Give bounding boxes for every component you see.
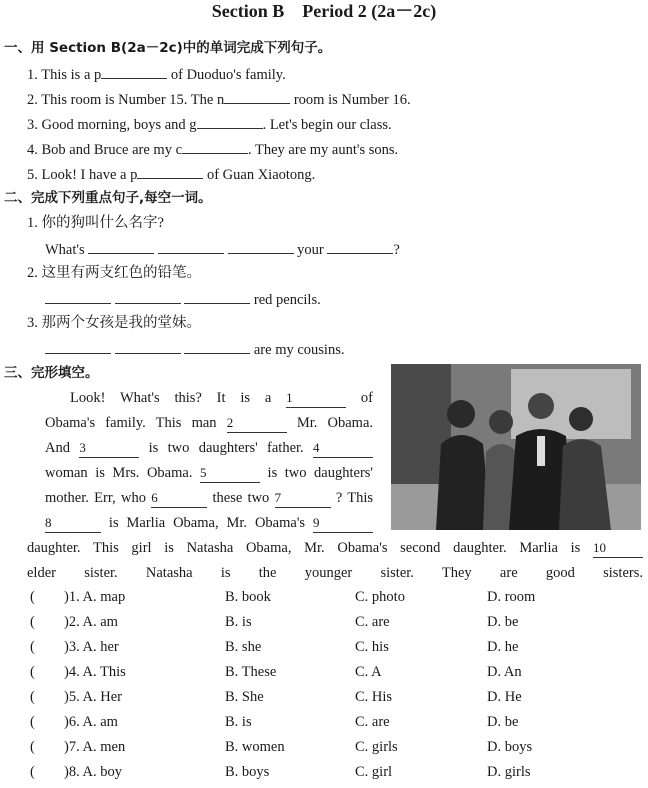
- option-a: )8. A. boy: [64, 764, 122, 780]
- text: . Let's begin our class.: [262, 117, 392, 133]
- option-a: )1. A. map: [64, 589, 126, 605]
- option-d: D. room: [487, 589, 536, 605]
- cloze-blank-2[interactable]: 2: [227, 414, 287, 433]
- option-d: D. he: [487, 639, 519, 655]
- option-d: D. be: [487, 614, 519, 630]
- answer-blank[interactable]: [45, 289, 111, 304]
- passage-line: [27, 564, 643, 582]
- text: red pencils.: [253, 292, 321, 308]
- passage-text: mother. Err, who: [45, 490, 146, 506]
- option-c: C. are: [355, 714, 390, 730]
- s2-q1-chinese: 1. 你的狗叫什么名字?: [27, 215, 164, 231]
- option-c: C. girls: [355, 739, 398, 755]
- answer-blank[interactable]: [182, 139, 248, 154]
- text: 1. This is a p: [27, 67, 102, 83]
- text: What's: [45, 242, 85, 258]
- option-a: )7. A. men: [64, 739, 126, 755]
- answer-blank[interactable]: [101, 64, 167, 79]
- text: . They are my aunt's sons.: [248, 142, 399, 158]
- option-b: B. is: [225, 614, 252, 630]
- text: of Guan Xiaotong.: [203, 167, 316, 183]
- passage-line: [45, 414, 373, 433]
- option-c: C. photo: [355, 589, 405, 605]
- option-d: D. An: [487, 664, 522, 680]
- answer-blank[interactable]: [184, 339, 250, 354]
- passage-text: of: [360, 390, 374, 406]
- answer-blank[interactable]: [327, 239, 393, 254]
- passage-text: daughter. This girl is Natasha Obama, Mr. Obama's second daughter. Marlia is: [27, 540, 581, 556]
- option-d: D. boys: [487, 739, 533, 755]
- text: of Duoduo's family.: [167, 67, 286, 83]
- passage-line: [70, 389, 373, 408]
- option-a: )6. A. am: [64, 714, 118, 730]
- text: 5. Look! I have a p: [27, 167, 138, 183]
- passage-text: And: [45, 440, 70, 456]
- passage-text: is two daughters': [267, 465, 374, 481]
- cloze-blank-10[interactable]: 10: [593, 539, 643, 558]
- answer-blank[interactable]: [115, 289, 181, 304]
- option-c: C. A: [355, 664, 382, 680]
- answer-paren[interactable]: (: [30, 589, 35, 605]
- text: room is Number 16.: [290, 92, 411, 108]
- answer-blank[interactable]: [228, 239, 294, 254]
- option-d: D. be: [487, 714, 519, 730]
- cloze-blank-6[interactable]: 6: [151, 489, 207, 508]
- answer-paren[interactable]: (: [30, 664, 35, 680]
- passage-line: [45, 489, 373, 508]
- page-title: Section B Period 2 (2a－2c): [211, 1, 437, 21]
- s1-question: [27, 164, 315, 184]
- option-b: B. women: [225, 739, 285, 755]
- s1-question: [27, 139, 398, 159]
- passage-text: woman is Mrs. Obama.: [45, 465, 193, 481]
- text: ?: [393, 242, 400, 258]
- option-d: D. girls: [487, 764, 531, 780]
- passage-line: [27, 539, 643, 558]
- family-photo: [391, 364, 641, 530]
- option-b: B. she: [225, 639, 262, 655]
- answer-blank[interactable]: [184, 289, 250, 304]
- answer-paren[interactable]: (: [30, 614, 35, 630]
- answer-paren[interactable]: (: [30, 739, 35, 755]
- option-b: B. These: [225, 664, 277, 680]
- passage-text: Obama's family. This man: [45, 415, 217, 431]
- passage-text: elder sister. Natasha is the younger sister. They are good sisters.: [27, 565, 643, 581]
- answer-paren[interactable]: (: [30, 689, 35, 705]
- cloze-blank-1[interactable]: 1: [286, 389, 346, 408]
- answer-paren[interactable]: (: [30, 764, 35, 780]
- answer-paren[interactable]: (: [30, 639, 35, 655]
- cloze-blank-7[interactable]: 7: [275, 489, 331, 508]
- option-a: )4. A. This: [64, 664, 126, 680]
- cloze-blank-8[interactable]: 8: [45, 514, 101, 533]
- option-a: )3. A. her: [64, 639, 119, 655]
- passage-line: [45, 464, 373, 483]
- text: 3. Good morning, boys and g: [27, 117, 197, 133]
- passage-line: [45, 439, 373, 458]
- passage-line: [45, 514, 373, 533]
- answer-blank[interactable]: [137, 164, 203, 179]
- answer-blank[interactable]: [158, 239, 224, 254]
- passage-text: these two: [212, 490, 270, 506]
- answer-blank[interactable]: [197, 114, 263, 129]
- answer-blank[interactable]: [115, 339, 181, 354]
- cloze-blank-5[interactable]: 5: [200, 464, 260, 483]
- option-b: B. is: [225, 714, 252, 730]
- section1-header: 一、用 Section B(2a－2c)中的单词完成下列句子。: [4, 40, 332, 56]
- option-c: C. girl: [355, 764, 393, 780]
- option-c: C. his: [355, 639, 389, 655]
- passage-text: Mr. Obama.: [296, 415, 374, 431]
- s2-q3-chinese: 3. 那两个女孩是我的堂妹。: [27, 315, 201, 331]
- s2-q1-english: [45, 239, 400, 259]
- answer-blank[interactable]: [45, 339, 111, 354]
- option-b: B. book: [225, 589, 271, 605]
- passage-text: ? This: [335, 490, 374, 506]
- option-a: )2. A. am: [64, 614, 118, 630]
- cloze-blank-3[interactable]: 3: [79, 439, 139, 458]
- s1-question: [27, 114, 392, 134]
- text: are my cousins.: [253, 342, 345, 358]
- passage-text: is Marlia Obama, Mr. Obama's: [108, 515, 306, 531]
- passage-text: Look! What's this? It is a: [70, 390, 272, 406]
- answer-blank[interactable]: [224, 89, 290, 104]
- s2-q2-english: [45, 289, 321, 309]
- s2-q2-chinese: 2. 这里有两支红色的铅笔。: [27, 265, 201, 281]
- option-b: B. boys: [225, 764, 270, 780]
- option-c: C. are: [355, 614, 390, 630]
- option-d: D. He: [487, 689, 522, 705]
- s2-q3-english: [45, 339, 344, 359]
- s1-question: [27, 89, 411, 109]
- answer-blank[interactable]: [88, 239, 154, 254]
- option-c: C. His: [355, 689, 393, 705]
- text: 2. This room is Number 15. The n: [27, 92, 225, 108]
- text: 4. Bob and Bruce are my c: [27, 142, 183, 158]
- answer-paren[interactable]: (: [30, 714, 35, 730]
- passage-text: is two daughters' father.: [148, 440, 304, 456]
- section2-header: 二、完成下列重点句子,每空一词。: [4, 190, 212, 206]
- option-b: B. She: [225, 689, 264, 705]
- cloze-blank-4[interactable]: 4: [313, 439, 373, 458]
- section3-header: 三、完形填空。: [4, 365, 99, 381]
- cloze-blank-9[interactable]: 9: [313, 514, 373, 533]
- s1-question: [27, 64, 286, 84]
- text: your: [297, 242, 324, 258]
- option-a: )5. A. Her: [64, 689, 122, 705]
